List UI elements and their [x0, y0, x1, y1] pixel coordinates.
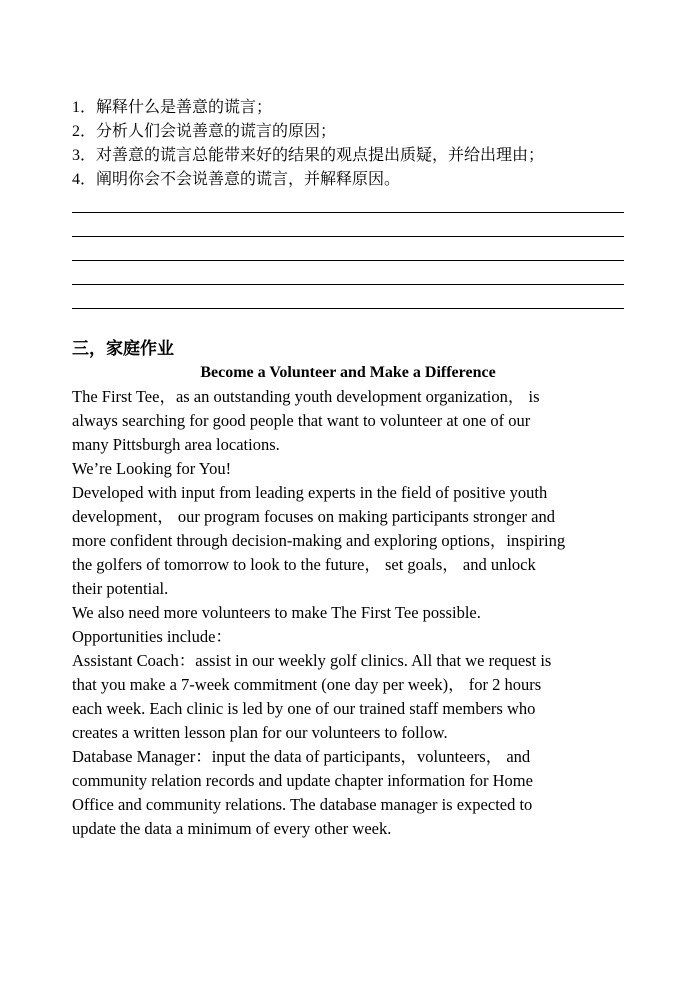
article-line: The First Tee，as an outstanding youth development organization， is	[72, 387, 540, 406]
answer-line	[72, 212, 624, 213]
article-line: We also need more volunteers to make The First Tee possible.	[72, 603, 481, 622]
article-line: many Pittsburgh area locations.	[72, 435, 280, 454]
section-heading: 三，家庭作业	[72, 339, 174, 358]
question-item: 3．对善意的谎言总能带来好的结果的观点提出质疑，并给出理由；	[72, 147, 545, 164]
article-line: community relation records and update chapter information for Home	[72, 771, 533, 790]
article-title: Become a Volunteer and Make a Difference	[200, 364, 496, 381]
article-line: more confident through decision-making and exploring options，inspiring	[72, 531, 566, 550]
article-line: each week. Each clinic is led by one of our trained staff members who	[72, 699, 536, 718]
answer-line	[72, 308, 624, 309]
article-line: the golfers of tomorrow to look to the future， set goals， and unlock	[72, 555, 536, 574]
question-item: 2．分析人们会说善意的谎言的原因；	[72, 123, 337, 140]
article-line: We’re Looking for You!	[72, 459, 232, 478]
article-line: Developed with input from leading experts in the field of positive youth	[72, 483, 548, 502]
article-line: Office and community relations. The database manager is expected to	[72, 795, 533, 814]
article-line: Opportunities include：	[72, 627, 232, 646]
question-item: 4．阐明你会不会说善意的谎言，并解释原因。	[72, 171, 401, 188]
article-line: always searching for good people that want to volunteer at one of our	[72, 411, 531, 430]
article-line: creates a written lesson plan for our volunteers to follow.	[72, 723, 448, 742]
answer-line	[72, 260, 624, 261]
question-list	[72, 96, 632, 192]
article-body	[72, 385, 624, 841]
article-line: development， our program focuses on making participants stronger and	[72, 507, 555, 526]
answer-line	[72, 236, 624, 237]
question-item: 1．解释什么是善意的谎言；	[72, 99, 273, 116]
article-line: Assistant Coach：assist in our weekly golf clinics. All that we request is	[72, 651, 552, 670]
article-line: their potential.	[72, 579, 169, 598]
article-line: Database Manager：input the data of participants，volunteers， and	[72, 747, 531, 766]
article-line: update the data a minimum of every other week.	[72, 819, 392, 838]
answer-line	[72, 284, 624, 285]
answer-lines	[72, 212, 624, 332]
article-line: that you make a 7-week commitment (one day per week)， for 2 hours	[72, 675, 542, 694]
